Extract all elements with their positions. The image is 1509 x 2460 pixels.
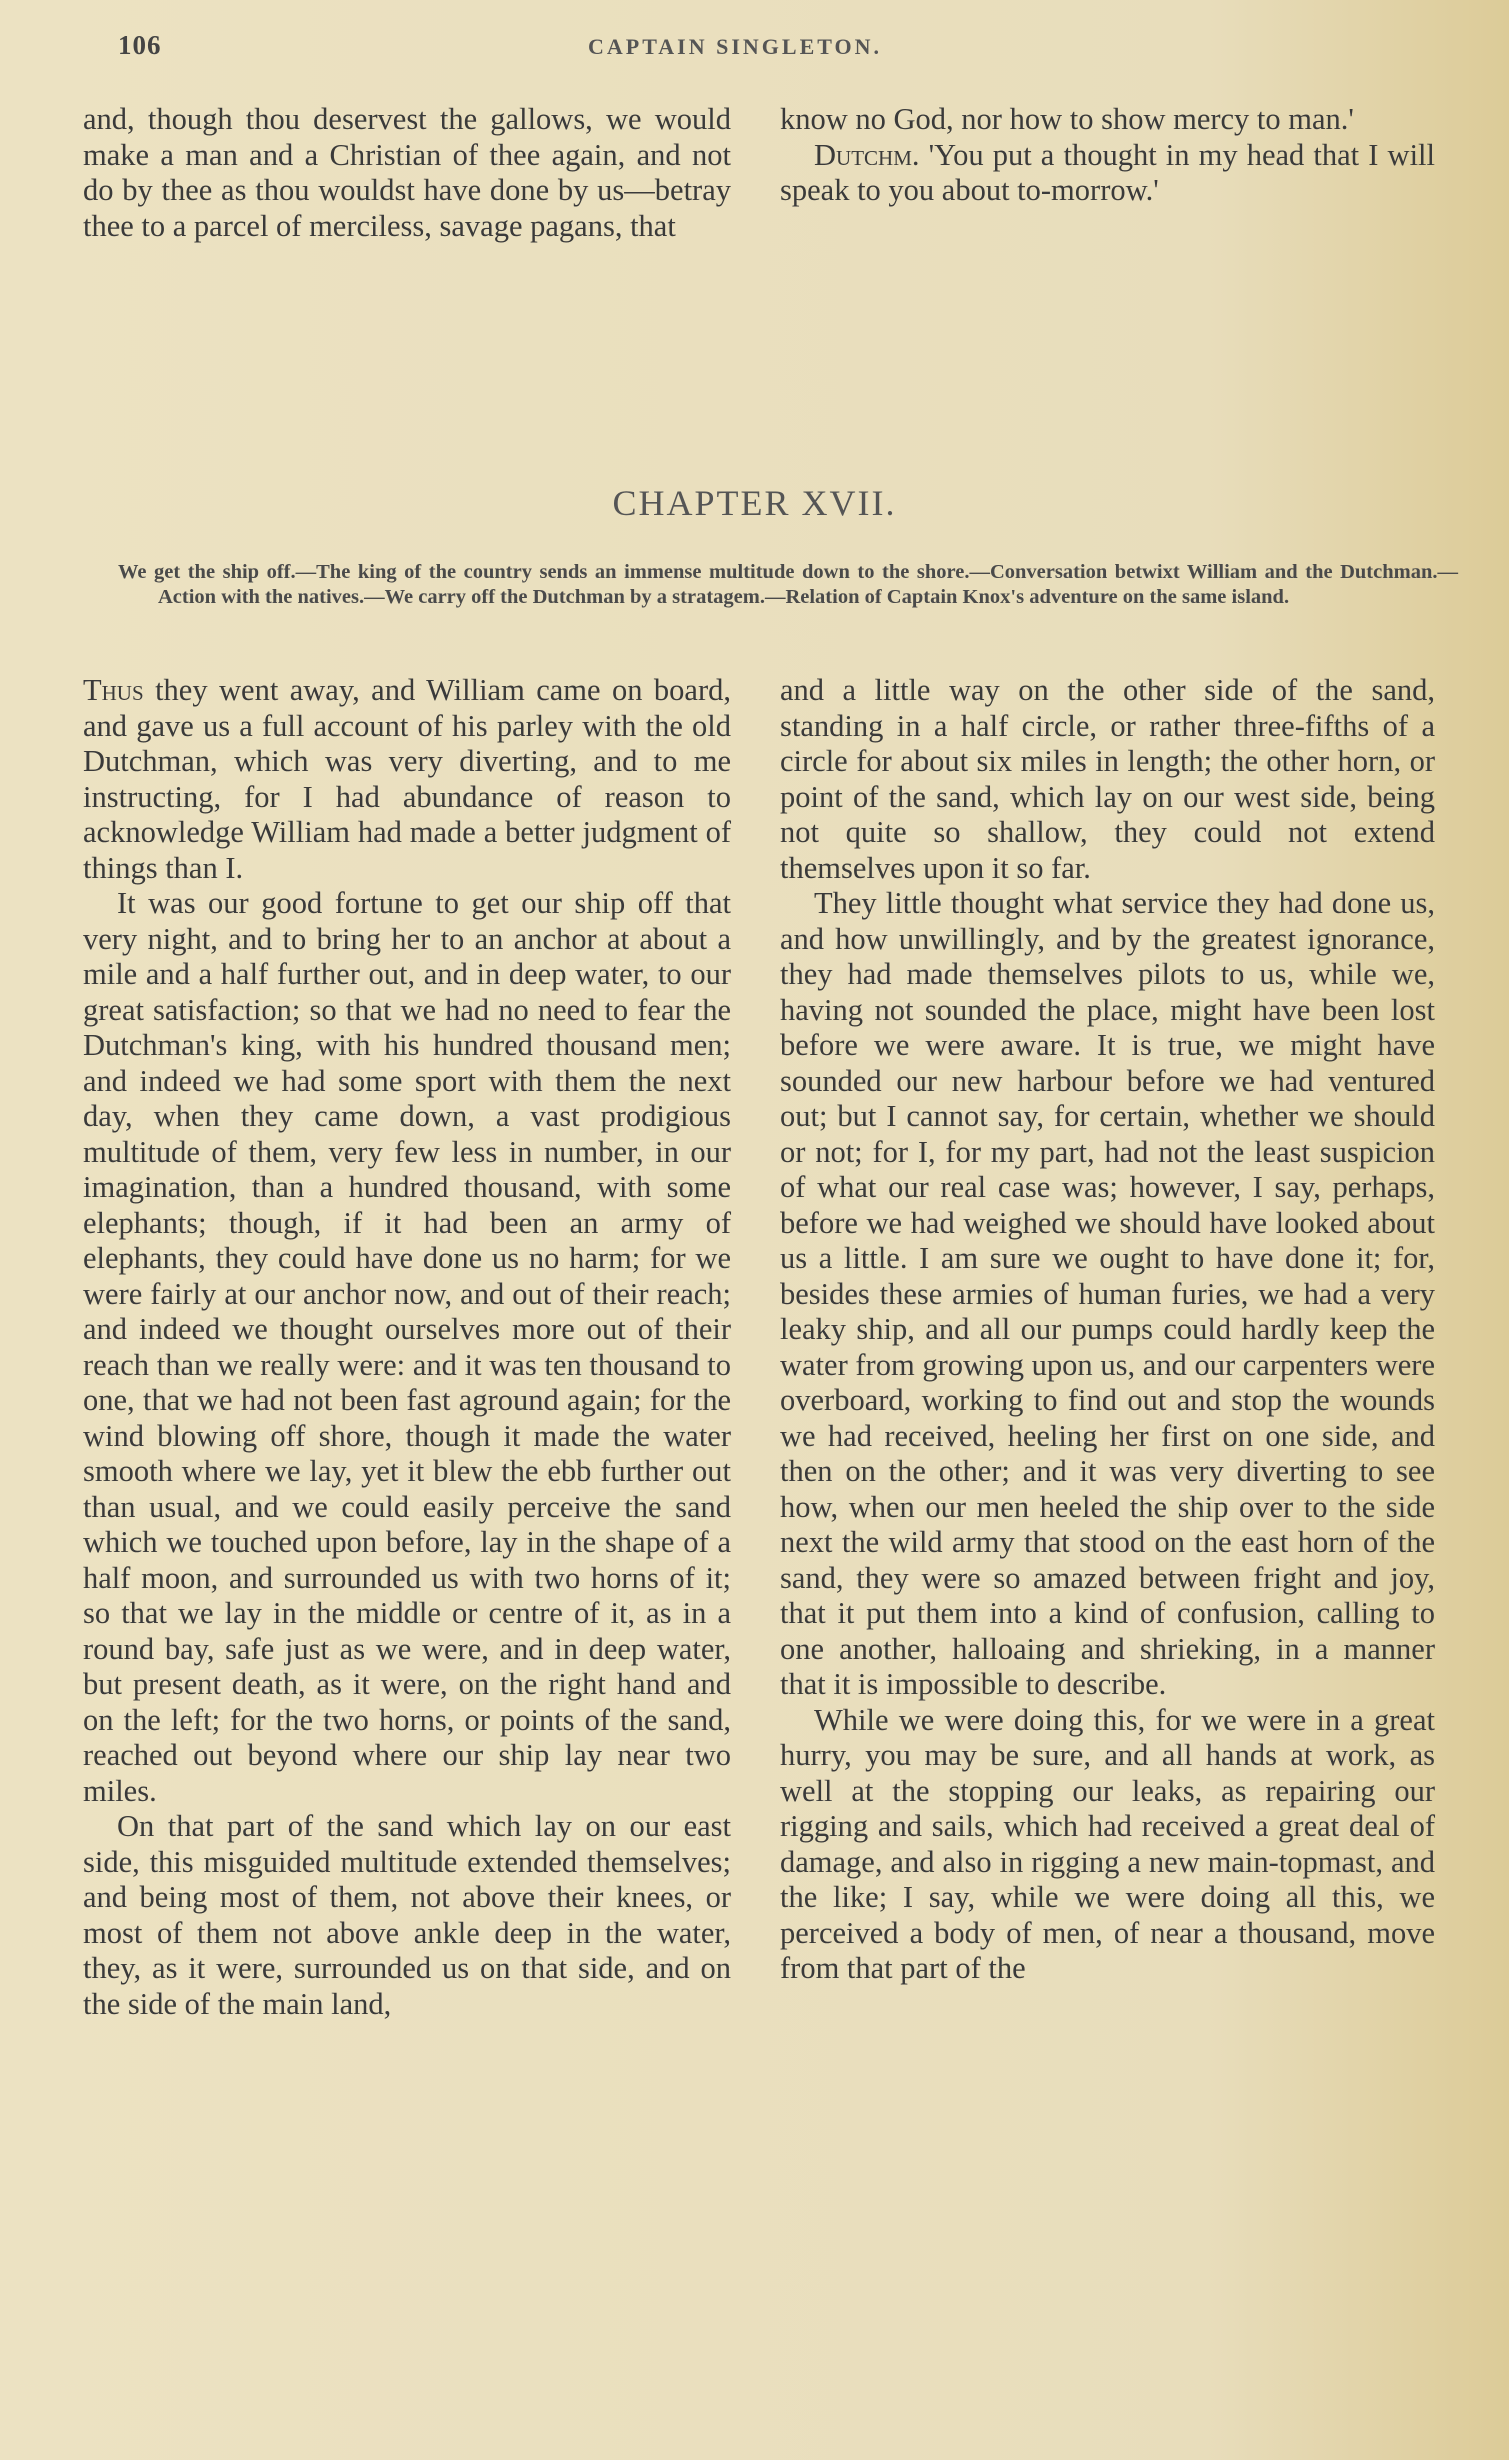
paragraph-1-text: they went away, and William came on board, and gave us a full account of his parley with the old Dutchman, which was very diverting, and to me instructing, for I had abundance of reason to acknowledge William had made a better judgment of things than I. [83,673,731,885]
page-header [118,30,1448,74]
paragraph-5: They little thought what service they had done us, and how unwillingly, and by the greatest ignorance, they had made themselves pilots to us, while we, having not sounded the place, might have been lost before we were aware. It is true, we might have sounded our new harbour before we had ventured out; but I cannot say, for certain, whether we should or not; for I, for my part, had not the least suspicion of what our real case was; however, I say, perhaps, before we had weighed we should have looked about us a little. I am sure we ought to have done it; for, besides these armies of human furies, we had a very leaky ship, and all our pumps could hardly keep the water from growing upon us, and our carpenters were overboard, working to find out and stop the wounds we had received, heeling her first on one side, and then on the other; and it was very diverting to see how, when our men heeled the ship over to the side next the wild army that stood on the east horn of the sand, they were so amazed between fright and joy, that it put them into a kind of confusion, calling to one another, halloaing and shrieking, in a manner that it is impossible to describe. [780,886,1435,1701]
paragraph-1 [83,673,731,886]
paragraph-6: While we were doing this, for we were in a great hurry, you may be sure, and all hands at work, as well at the stopping our leaks, as repairing our rigging and sails, which had received a great deal of damage, and also in rigging a new main-topmast, and the like; I say, while we were doing all this, we perceived a body of men, of near a thousand, move from that part of the [780,1702,1435,1985]
dialogue-text: 'You put a thought in my head that I will speak to you about to-morrow.' [780,137,1435,207]
dialogue-paragraph [780,138,1435,209]
top-right-column [780,102,1435,209]
top-left-column [83,102,731,244]
continued-paragraph-right: know no God, nor how to show mercy to man.' [780,102,1354,136]
paragraph-2: It was our good fortune to get our ship off that very night, and to bring her to an anchor at about a mile and a half further out, and in deep water, to our great satisfaction; so that we had no need to fear the Dutchman's king, with his hundred thousand men; and indeed we had some sport with them the next day, when they came down, a vast prodigious multitude of them, very few less in number, in our imagination, than a hundred thousand, with some elephants; though, if it had been an army of elephants, they could have done us no harm; for we were fairly at our anchor now, and out of their reach; and indeed we thought ourselves more out of their reach than we really were: and it was ten thousand to one, that we had not been fast aground again; for the wind blowing off shore, though it made the water smooth where we lay, yet it blew the ebb further out than usual, and we could easily perceive the sand which we touched upon before, lay in the shape of a half moon, and surrounded us with two horns of it; so that we lay in the middle or centre of it, as in a round bay, safe just as we were, and in deep water, but present death, as it were, on the right hand and on the left; for the two horns, or points of the sand, reached out beyond where our ship lay near two miles. [83,886,731,1808]
continued-paragraph: and, though thou deservest the gallows, we would make a man and a Christian of thee again, and not do by thee as thou wouldst have done by us—betray thee to a parcel of merciless, savage pagans, that [83,102,731,243]
body-right-column [780,673,1435,1987]
chapter-title: CHAPTER XVII. [612,483,897,523]
dropcap-word: Thus [83,673,144,707]
chapter-summary-text: We get the ship off.—The king of the country sends an immense multitude down to the shore.—Conversation betwixt William and the Dutchman.—Action with the natives.—We carry off the Dutchman by a stratagem.—Relation of Captain Knox's adventure on the same island. [118,561,1458,608]
speaker-label: Dutchm. [814,137,920,172]
paragraph-3: On that part of the sand which lay on our east side, this misguided multitude extended themselves; and being most of them, not above their knees, or most of them not above ankle deep in the water, they, as it were, surrounded us on that side, and on the side of the main land, [83,1809,731,2021]
body-left-column [83,673,731,2022]
page-number: 106 [118,30,162,60]
chapter-summary [118,560,1458,609]
paragraph-4: and a little way on the other side of the sand, standing in a half circle, or rather three-fifths of a circle for about six miles in length; the other horn, or point of the sand, which lay on our west side, being not quite so shallow, they could not extend themselves upon it so far. [780,673,1435,885]
running-title: CAPTAIN SINGLETON. [588,34,883,59]
